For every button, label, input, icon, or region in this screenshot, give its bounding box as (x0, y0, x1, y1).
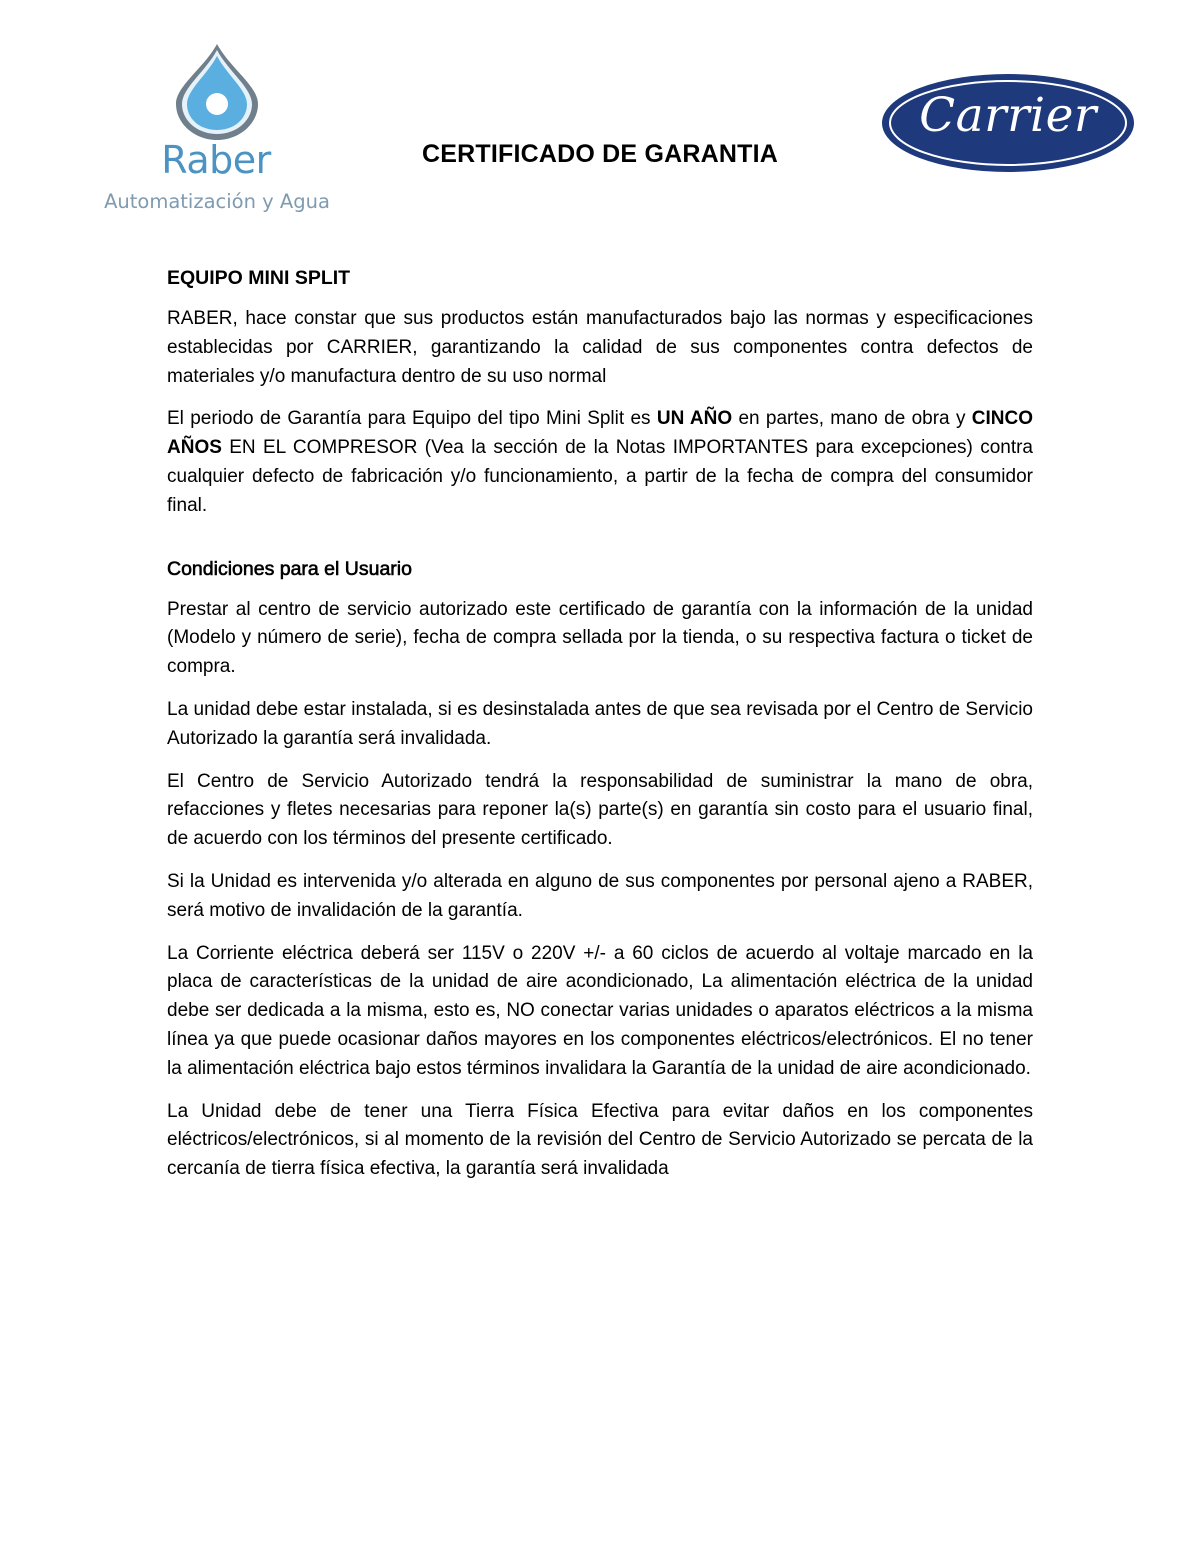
section-heading-condiciones: Condiciones para el Usuario (167, 557, 412, 580)
paragraph-condition: Prestar al centro de servicio autorizado este certificado de garantía con la información de la unidad (Modelo y número de serie), fecha de compra sellada por la tienda, o su respectiva factura o ticket de compra. (167, 598, 1033, 678)
document-body (167, 264, 1033, 1198)
paragraph-condition: El Centro de Servicio Autorizado tendrá la responsabilidad de suministrar la mano de obra, refacciones y fletes necesarias para reponer la(s) parte(s) en garantía sin costo para el usuario final, de acuerdo con los términos del presente certificado. (167, 770, 1033, 850)
raber-logo (86, 42, 348, 220)
carrier-logo (880, 72, 1136, 174)
section-heading-equipo: EQUIPO MINI SPLIT (167, 267, 351, 289)
paragraph-condition: Si la Unidad es intervenida y/o alterada en alguno de sus componentes por personal ajeno a RABER, será motivo de invalidación de la garantía. (167, 870, 1033, 921)
paragraph-condition: La unidad debe estar instalada, si es desinstalada antes de que sea revisada por el Centro de Servicio Autorizado la garantía será invalidada. (167, 698, 1033, 749)
warranty-five-years: CINCO AÑOS (167, 408, 1033, 459)
raber-logo-name: Raber (161, 138, 271, 182)
paragraph-condition: La Corriente eléctrica deberá ser 115V o 220V +/- a 60 ciclos de acuerdo al voltaje marcado en la placa de características de la unidad de aire acondicionado, La alimentación eléctrica de la unidad debe ser dedicada a la misma, esto es, NO conectar varias unidades o aparatos eléctricos a la misma línea ya que puede ocasionar daños mayores en los componentes eléctricos/electrónicos. El no tener la alimentación eléctrica bajo estos términos invalidara la Garantía de la unidad de aire acondicionado. (167, 942, 1033, 1079)
warranty-one-year: UN AÑO (656, 408, 733, 430)
paragraph-condition: La Unidad debe de tener una Tierra Física Efectiva para evitar daños en los componentes eléctricos/electrónicos, si al momento de la revisión del Centro de Servicio Autorizado se percata de la cercanía de tierra física efectiva, la garantía será invalidada (167, 1100, 1033, 1180)
water-drop-icon (172, 42, 262, 142)
page-title: CERTIFICADO DE GARANTIA (422, 140, 778, 168)
paragraph-manufacture: RABER, hace constar que sus productos están manufacturados bajo las normas y especificaciones establecidas por CARRIER, garantizando la calidad de sus componentes contra defectos de materiales y/o manufactura dentro de su uso normal (167, 308, 1033, 387)
raber-logo-tagline: Automatización y Agua (104, 190, 330, 213)
carrier-logo-name: Carrier (919, 88, 1097, 143)
warranty-text-3: EN EL COMPRESOR (Vea la sección de la Notas IMPORTANTES para excepciones) contra cualquier defecto de fabricación y/o funcionamiento, a partir de la fecha de compra del consumidor final. (167, 437, 1033, 516)
paragraph-warranty-period (167, 405, 1033, 520)
warranty-text-1: El periodo de Garantía para Equipo del tipo Mini Split es (167, 408, 657, 430)
warranty-text-2: en partes, mano de obra y (732, 408, 972, 430)
